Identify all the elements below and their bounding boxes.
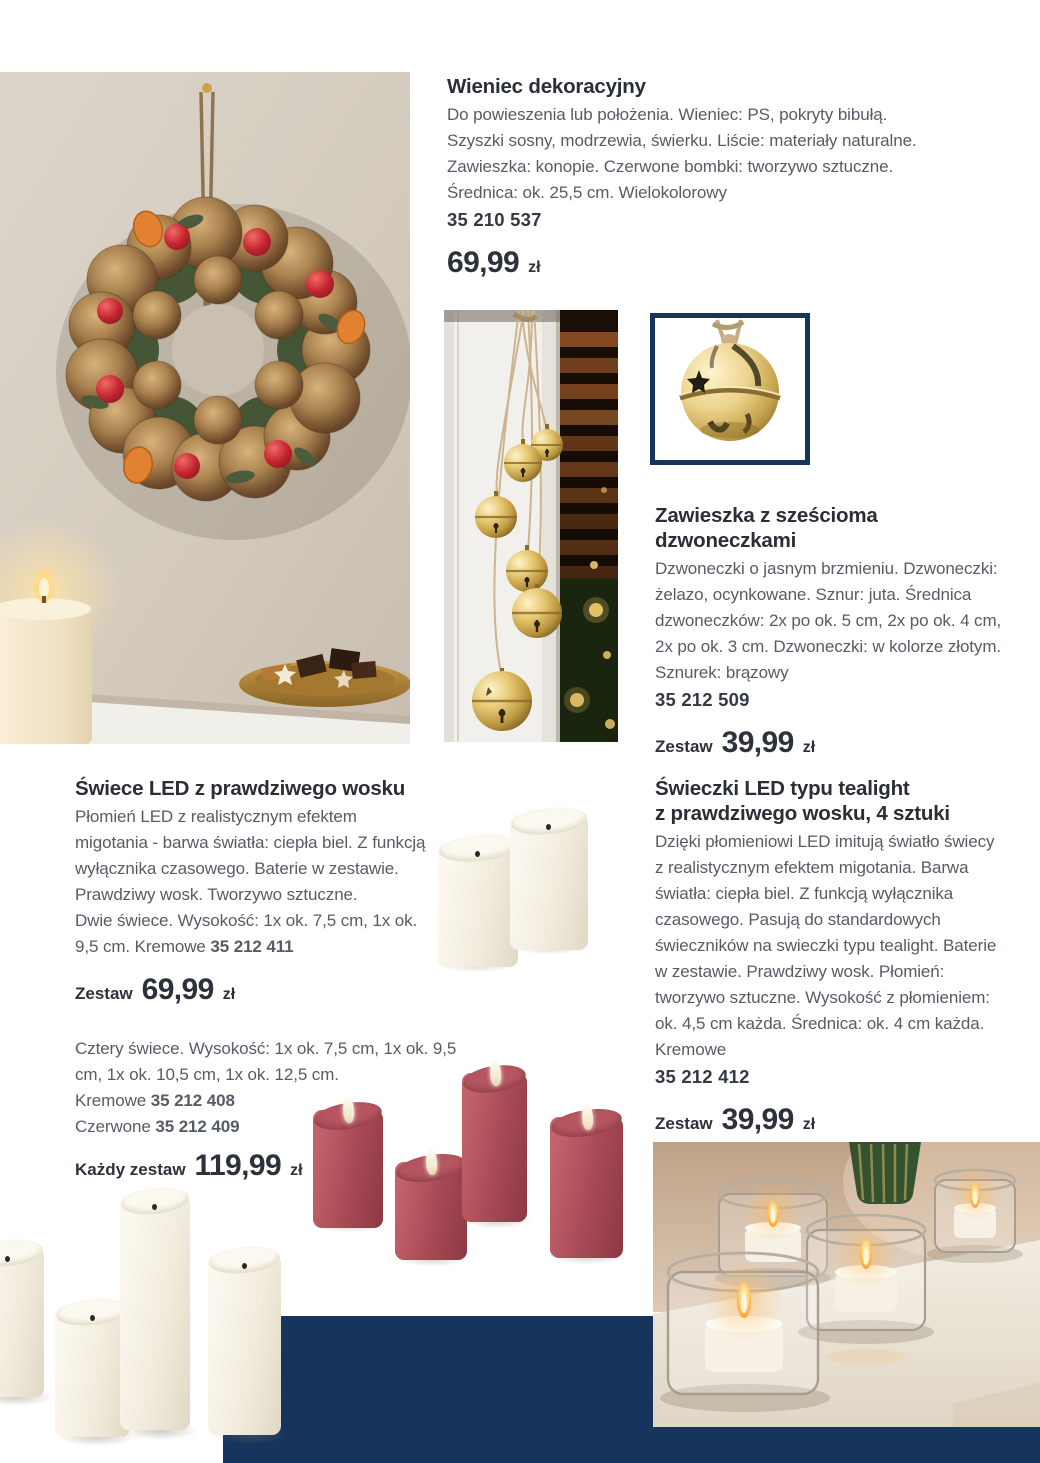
product-description: Płomień LED z realistycznym efektem migotania - barwa światła: ciepła biel. Z funkcją wyłącznika czasowego. Baterie w zestawie. Prawdziwy wosk. Tworzywo sztuczne. [75,807,426,904]
bells-photo [444,310,618,742]
product-title: Świece LED z prawdziwego wosku [75,777,406,800]
price-prefix: Zestaw [655,737,713,756]
product-title [655,776,1003,826]
price-currency: zł [528,259,541,276]
led-candle-cream [120,1195,190,1430]
price-amount: 39,99 [721,1103,794,1136]
product-price [75,1149,475,1183]
product-price [655,1103,1003,1137]
product-description: Dzięki płomieniowi LED imitują światło świecy z realistycznym efektem migotania. Barwa światła: ciepła biel. Z funkcją wyłącznika czasowego. Pasują do standardowych świeczników na swieczki typu tealight. Baterie w zestawie. Prawdziwy wosk. Płomień: tworzywo sztuczne. Wysokość z płomieniem: ok. 4,5 cm każda. Średnica: ok. 4 cm każda. Kremowe [655,832,997,1059]
product-description: Do powieszenia lub położenia. Wieniec: PS, pokryty bibułą. Szyszki sosny, modrzewia, świerku. Liście: materiały naturalne. Zawieszka: konopie. Czerwone bombki: tworzywo sztuczne. Średnica: ok. 25,5 cm. Wielokolorowy [447,105,917,202]
product-sku: 35 212 409 [155,1117,240,1136]
product-price [655,726,1003,760]
product-variant-2pack [75,908,427,960]
led-candle-cream [438,842,518,967]
bell-inset-art [655,318,805,460]
wreath-photo-art [0,72,410,744]
price-currency: zł [222,986,236,1003]
product-led-candles-4pack [75,1036,475,1183]
product-variant-4pack: Cztery świece. Wysokość: 1x ok. 7,5 cm, 1x ok. 9,5 cm, 1x ok. 10,5 cm, 1x ok. 12,5 cm. [75,1039,457,1084]
product-sku: 35 212 411 [210,937,294,956]
led-candle-cream [0,1247,44,1397]
product-description: Dzwoneczki o jasnym brzmieniu. Dzwoneczki: żelazo, ocynkowane. Sznur: juta. Średnica dzwoneczków: 2x po ok. 5 cm, 2x po ok. 4 cm, 2x po ok. 3 cm. Dzwoneczki: w kolorze złotym. Sznurek: brązowy [655,559,1002,682]
price-amount: 119,99 [194,1149,282,1182]
price-currency: zł [290,1162,303,1179]
tealights-photo [653,1142,1040,1427]
wreath-photo [0,72,410,744]
product-sku: 35 212 509 [655,689,750,710]
price-prefix: Zestaw [655,1114,713,1133]
variant-red [75,1114,475,1140]
led-candle-red [550,1117,623,1258]
product-sku: 35 210 537 [447,209,542,230]
title-line: Świeczki LED typu tealight [655,777,910,800]
title-line: dzwoneczkami [655,529,797,552]
variant-cream [75,1088,475,1114]
price-prefix: Każdy zestaw [75,1160,186,1179]
product-wreath [447,74,944,280]
led-candle-cream [55,1306,130,1437]
led-candle-cream [510,815,588,950]
product-title: Wieniec dekoracyjny [447,75,646,98]
product-sku: 35 212 412 [655,1066,750,1087]
price-amount: 39,99 [721,726,794,759]
product-price [447,246,944,280]
title-line: Zawieszka z sześcioma [655,504,878,527]
price-prefix: Zestaw [75,984,133,1003]
tealights-photo-art [653,1142,1040,1427]
bell-inset-photo [650,313,810,465]
price-currency: zł [802,1116,816,1133]
variant-text: Dwie świece. Wysokość: 1x ok. 7,5 cm, 1x ok. 9,5 cm. Kremowe [75,911,418,956]
product-led-candles [75,776,427,1007]
title-line: z prawdziwego wosku, 4 sztuki [655,802,950,825]
product-bells [655,503,1003,760]
bells-photo-art [444,310,618,742]
product-sku: 35 212 408 [150,1091,235,1110]
variant-label: Czerwone [75,1117,156,1136]
led-candle-cream [208,1254,281,1435]
product-title [655,503,1003,553]
product-price [75,973,427,1007]
product-tealights [655,776,1003,1137]
price-amount: 69,99 [141,973,214,1006]
price-currency: zł [802,739,816,756]
variant-label: Kremowe [75,1091,151,1110]
price-amount: 69,99 [447,246,520,279]
